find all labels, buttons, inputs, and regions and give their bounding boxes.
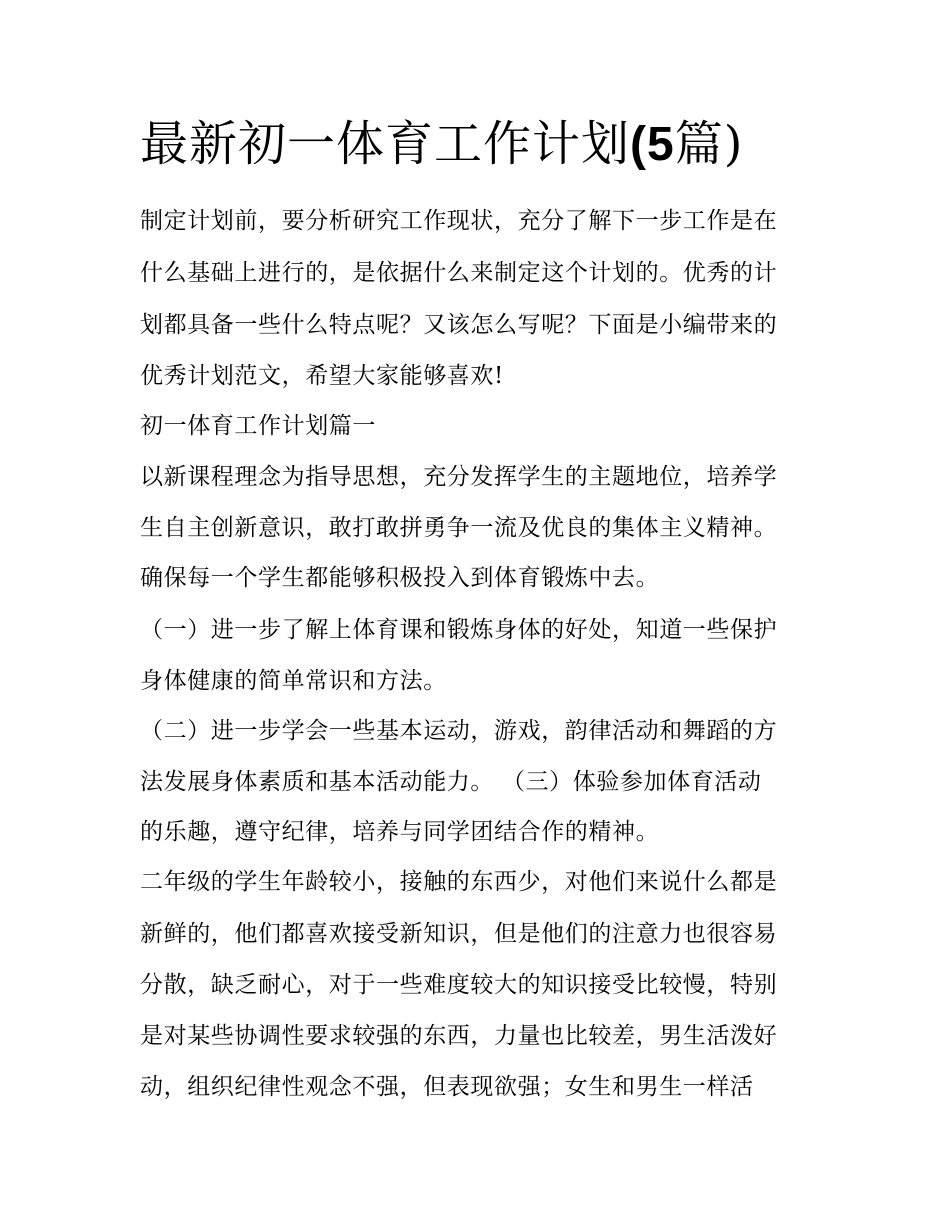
body-line: 动，组织纪律性观念不强，但表现欲强；女生和男生一样活	[140, 1074, 754, 1100]
body-line: 新鲜的，他们都喜欢接受新知识，但是他们的注意力也很容易	[140, 921, 778, 947]
title-latin-text: (5	[630, 118, 675, 171]
body-line: 优秀计划范文，希望大家能够喜欢!	[140, 363, 504, 389]
body-line: （二）进一步学会一些基本运动，游戏，韵律活动和舞蹈的方	[140, 718, 778, 744]
body-line: 法发展身体素质和基本活动能力。 （三）体验参加体育活动	[140, 769, 762, 795]
title-main-text: 最新初一体育工作计划	[140, 116, 631, 172]
body-line: （一）进一步了解上体育课和锻炼身体的好处，知道一些保护	[140, 617, 778, 643]
document-title	[140, 112, 743, 177]
body-line: 是对某些协调性要求较强的东西，力量也比较差，男生活泼好	[140, 1023, 778, 1049]
body-line: 制定计划前，要分析研究工作现状，充分了解下一步工作是在	[140, 208, 778, 234]
body-line: 分散，缺乏耐心，对于一些难度较大的知识接受比较慢，特别	[140, 972, 778, 998]
body-line: 确保每一个学生都能够积极投入到体育锻炼中去。	[140, 565, 660, 591]
body-line: 划都具备一些什么特点呢？又该怎么写呢？下面是小编带来的	[140, 312, 778, 338]
title-end-text: 篇)	[674, 116, 744, 172]
section-heading: 初一体育工作计划篇一	[140, 413, 376, 439]
body-line: 二年级的学生年龄较小，接触的东西少，对他们来说什么都是	[140, 869, 778, 895]
body-line: 什么基础上进行的，是依据什么来制定这个计划的。优秀的计	[140, 260, 778, 286]
body-line: 生自主创新意识，敢打敢拼勇争一流及优良的集体主义精神。	[140, 515, 778, 541]
body-line: 身体健康的简单常识和方法。	[140, 668, 447, 694]
body-line: 以新课程理念为指导思想，充分发挥学生的主题地位，培养学	[140, 464, 778, 490]
body-line: 的乐趣，遵守纪律，培养与同学团结合作的精神。	[140, 819, 660, 845]
